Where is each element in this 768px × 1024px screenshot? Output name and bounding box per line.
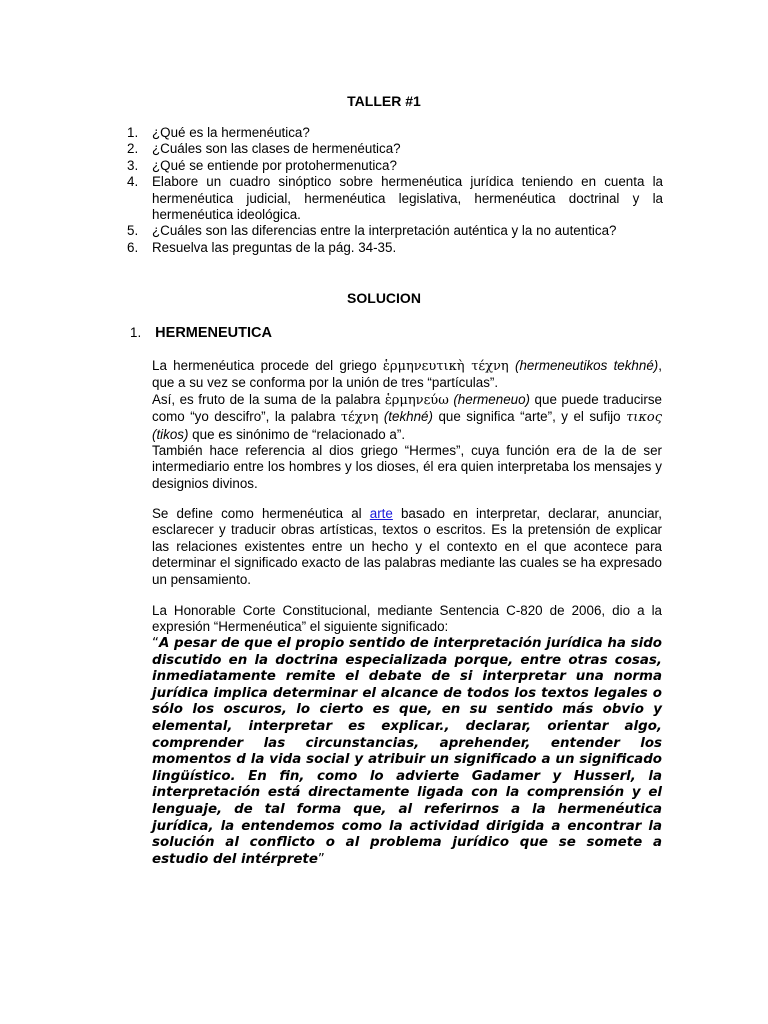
list-item-text: Elabore un cuadro sinóptico sobre hermenéutica jurídica teniendo en cuenta la hermenéutica judicial, hermenéutica legislativa, hermenéutica doctrinal y la hermenéutica ideológica.: [152, 174, 663, 223]
list-item-number: 4.: [127, 174, 139, 190]
text-run: que significa “arte”, y el sufijo: [432, 409, 627, 425]
text-run: que es sinónimo de “relacionado a”.: [188, 426, 406, 442]
list-item-text: ¿Qué se entiende por protohermenutica?: [152, 157, 397, 173]
list-item-text: ¿Cuáles son las clases de hermenéutica?: [152, 141, 401, 157]
text-run: Así, es fruto de la suma de la palabra: [152, 391, 385, 407]
paragraph-court: La Honorable Corte Constitucional, mediante Sentencia C-820 de 2006, dio a la expresión “Hermenéutica” el siguiente significado:: [152, 603, 662, 635]
list-item: [127, 158, 663, 174]
quote-open-mark: “: [152, 636, 159, 651]
text-run: Se define como hermenéutica al: [152, 506, 370, 521]
list-item: [127, 240, 663, 256]
greek-term: ἑρμηνεύω: [384, 392, 449, 408]
italic-term: (tikos): [152, 426, 189, 442]
text-run: , que a su vez se conforma por la unión de tres “partículas”.: [152, 358, 662, 391]
paragraph-definition: [152, 506, 662, 588]
text-run: La hermenéutica procede del griego: [152, 358, 383, 373]
list-item-number: 5.: [127, 223, 139, 239]
text-run: También hace referencia al dios griego “Hermes”, cuya función era de la de ser intermediario entre los hombres y los dioses, él era quien interpretaba los mensajes y designios divinos.: [152, 443, 662, 491]
court-quote: [152, 636, 662, 868]
list-item: [127, 174, 663, 223]
question-list: [127, 125, 663, 256]
solution-title: SOLUCION: [347, 290, 421, 306]
quote-body: A pesar de que el propio sentido de interpretación jurídica ha sido discutido en la doctrina especializada porque, entre otras cosas, inmediatamente remite el debate de si interpretar una norma jurídica implica determinar el alcance de todos los textos legales o sólo los oscuros, lo cierto es que, en su sentido más obvio y elemental, interpretar es explicar., declarar, orientar algo, comprender las circunstancias, aprehender, entender los momentos d la vida social y atribuir un significado a un significado lingüístico. En fin, como lo advierte Gadamer y Husserl, la interpretación está directamente ligada con la comprensión y el lenguaje, de tal forma que, al referirnos a la hermenéutica jurídica, la entendemos como la actividad dirigida a encontrar la solución al conflicto o al problema jurídico que se somete a estudio del intérprete: [152, 636, 662, 867]
italic-term: (tekhné): [383, 409, 433, 425]
list-item-number: 1.: [127, 125, 139, 140]
italic-term: (hermeneuo): [453, 391, 531, 407]
greek-term: τικος: [626, 410, 662, 426]
list-item: [127, 141, 663, 157]
greek-term: τέχνη: [340, 410, 379, 426]
list-item-text: ¿Cuáles son las diferencias entre la interpretación auténtica y la no autentica?: [152, 223, 617, 239]
quote-close-mark: ”: [317, 851, 325, 867]
page-title: TALLER #1: [347, 93, 421, 109]
text-run: que puede traducirse como “yo descifro”, la palabra: [152, 391, 662, 425]
greek-term: ἑρμηνευτικὴ τέχνη: [382, 359, 509, 374]
list-item-number: 2.: [127, 141, 139, 157]
section-heading: [130, 325, 272, 341]
section-number: 1.: [130, 325, 142, 340]
list-item-text: ¿Qué es la hermenéutica?: [152, 125, 310, 140]
list-item: [127, 223, 663, 239]
arte-link[interactable]: arte: [369, 506, 393, 521]
list-item-number: 3.: [127, 157, 139, 173]
list-item: [127, 125, 663, 141]
paragraph-etymology: [152, 358, 662, 492]
italic-term: (hermeneutikos tekhné): [515, 358, 659, 373]
list-item-number: 6.: [127, 239, 139, 255]
list-item-text: Resuelva las preguntas de la pág. 34-35.: [152, 239, 397, 255]
section-title: HERMENEUTICA: [155, 325, 272, 341]
text-run: basado en interpretar, declarar, anunciar, esclarecer y traducir obras artísticas, textos o escritos. Es la pretensión de explicar las relaciones existentes entre un hecho y el contexto en el que acontece para determinar el significado exacto de las palabras mediante las cuales se ha expresado un pensamiento.: [152, 506, 662, 587]
